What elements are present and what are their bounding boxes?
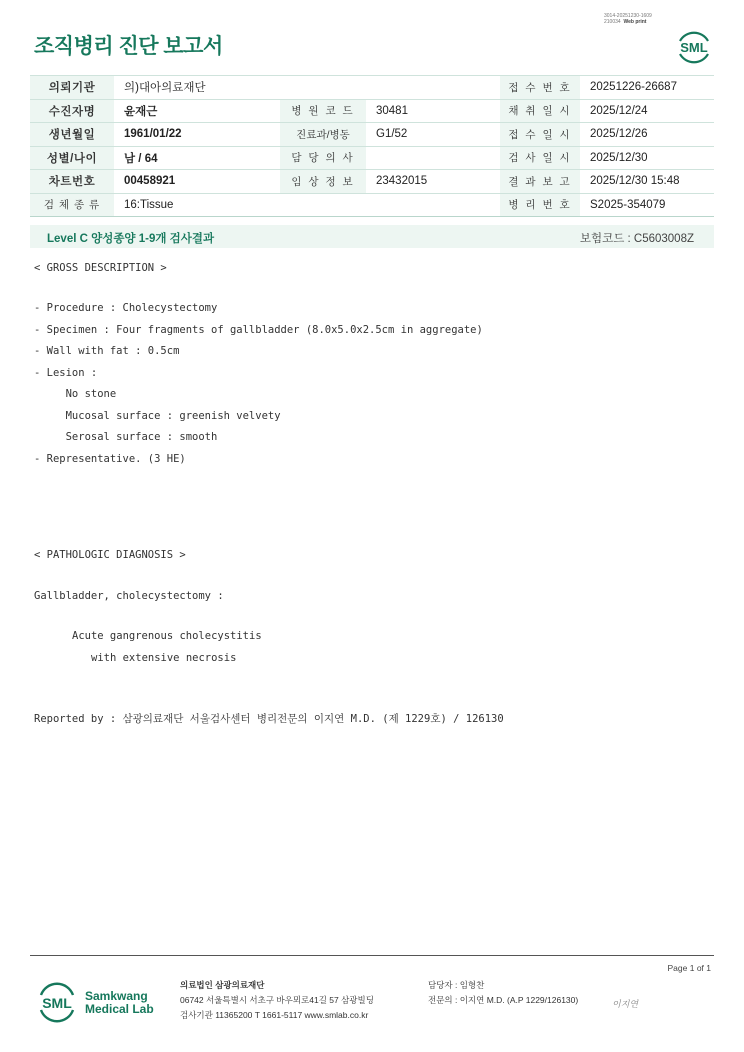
value-specimen-type: 16:Tissue bbox=[114, 193, 500, 217]
value-patient-name: 윤재근 bbox=[114, 99, 280, 123]
value-collection-date: 2025/12/24 bbox=[580, 99, 714, 123]
footer-contact: 검사기관 11365200 T 1661-5117 www.smlab.co.kr bbox=[180, 1010, 369, 1020]
diagnosis-line: with extensive necrosis bbox=[91, 652, 237, 664]
signature: 이지연 bbox=[612, 1000, 639, 1010]
value-hospital-code: 30481 bbox=[366, 99, 500, 123]
label-hospital-code: 병 원 코 드 bbox=[280, 99, 366, 123]
value-accession-no: 20251226-26687 bbox=[580, 76, 714, 100]
value-birth-date: 1961/01/22 bbox=[114, 123, 280, 147]
gross-line: No stone bbox=[34, 388, 117, 400]
gross-line: Serosal surface : smooth bbox=[34, 431, 218, 443]
gross-line: - Specimen : Four fragments of gallbladder (8.0x5.0x2.5cm in aggregate) bbox=[34, 324, 483, 336]
info-row bbox=[30, 146, 714, 170]
footer-staff-info bbox=[428, 978, 578, 1008]
info-row bbox=[30, 123, 714, 147]
print-id-line2 bbox=[604, 19, 652, 25]
label-result-report: 결 과 보 고 bbox=[500, 170, 580, 194]
page-number: Page 1 of 1 bbox=[667, 963, 711, 973]
value-sex-age: 남 / 64 bbox=[114, 146, 280, 170]
info-row bbox=[30, 99, 714, 123]
diagnosis-line: Acute gangrenous cholecystitis bbox=[72, 630, 262, 642]
result-level-label: Level C 양성종양 1-9개 검사결과 bbox=[47, 233, 215, 245]
brand-name bbox=[85, 990, 154, 1016]
value-chart-no: 00458921 bbox=[114, 170, 280, 194]
label-patient-name: 수진자명 bbox=[30, 99, 114, 123]
footer-org: 의료법인 삼광의료재단 bbox=[180, 980, 265, 990]
reported-by: Reported by : 삼광의료재단 서울검사센터 병리전문의 이지연 M.D. (제 1229호) / 126130 bbox=[34, 713, 504, 725]
info-row bbox=[30, 193, 714, 217]
value-received-date: 2025/12/26 bbox=[580, 123, 714, 147]
logo-text: SML bbox=[680, 40, 708, 55]
brand-line2: Medical Lab bbox=[85, 1002, 154, 1016]
footer-org-info bbox=[180, 978, 374, 1023]
label-test-date: 검 사 일 시 bbox=[500, 146, 580, 170]
print-id-code: 210034 bbox=[604, 19, 621, 25]
patient-info-table bbox=[30, 75, 714, 217]
label-sex-age: 성별/나이 bbox=[30, 146, 114, 170]
label-collection-date: 채 취 일 시 bbox=[500, 99, 580, 123]
footer-manager: 담당자 : 임형찬 bbox=[428, 980, 485, 990]
value-test-date: 2025/12/30 bbox=[580, 146, 714, 170]
result-bar bbox=[30, 225, 714, 248]
footer-address: 06742 서울특별시 서초구 바우뫼로41길 57 삼광빌딩 bbox=[180, 995, 374, 1005]
diagnosis-heading: < PATHOLOGIC DIAGNOSIS > bbox=[34, 549, 186, 561]
value-department-ward: G1/52 bbox=[366, 123, 500, 147]
value-physician bbox=[366, 146, 500, 170]
label-physician: 담 당 의 사 bbox=[280, 146, 366, 170]
page-title: 조직병리 진단 보고서 bbox=[34, 35, 223, 58]
label-clinical-info: 임 상 정 보 bbox=[280, 170, 366, 194]
gross-line: - Representative. (3 HE) bbox=[34, 453, 186, 465]
gross-heading: < GROSS DESCRIPTION > bbox=[34, 262, 167, 274]
gross-line: - Lesion : bbox=[34, 367, 98, 379]
label-received-date: 접 수 일 시 bbox=[500, 123, 580, 147]
sml-logo-icon bbox=[674, 27, 714, 67]
info-row bbox=[30, 76, 714, 100]
print-id bbox=[604, 13, 652, 25]
label-department-ward: 진료과/병동 bbox=[280, 123, 366, 147]
gross-line: - Procedure : Cholecystectomy bbox=[34, 302, 218, 314]
label-accession-no: 접 수 번 호 bbox=[500, 76, 580, 100]
label-pathology-no: 병 리 번 호 bbox=[500, 193, 580, 217]
gross-line: Mucosal surface : greenish velvety bbox=[34, 410, 281, 422]
label-chart-no: 차트번호 bbox=[30, 170, 114, 194]
insurance-code: 보험코드 : C5603008Z bbox=[579, 233, 694, 245]
print-id-line1: 3014-20251230-1609 bbox=[604, 13, 652, 19]
footer-divider bbox=[30, 955, 714, 956]
value-pathology-no: S2025-354079 bbox=[580, 193, 714, 217]
label-birth-date: 생년월일 bbox=[30, 123, 114, 147]
footer-specialist: 전문의 : 이지연 M.D. (A.P 1229/126130) bbox=[428, 995, 579, 1005]
brand-line1: Samkwang bbox=[85, 989, 148, 1003]
sml-logo-icon bbox=[37, 980, 77, 1025]
value-result-report: 2025/12/30 15:48 bbox=[580, 170, 714, 194]
label-requesting-org: 의뢰기관 bbox=[30, 76, 114, 100]
gross-line: - Wall with fat : 0.5cm bbox=[34, 345, 180, 357]
logo-text: SML bbox=[42, 995, 72, 1011]
diagnosis-site: Gallbladder, cholecystectomy : bbox=[34, 590, 224, 602]
value-requesting-org: 의)대아의료재단 bbox=[114, 76, 500, 100]
web-print-label: Web print bbox=[623, 19, 647, 25]
label-specimen-type: 검 체 종 류 bbox=[30, 193, 114, 217]
value-clinical-info: 23432015 bbox=[366, 170, 500, 194]
info-row bbox=[30, 170, 714, 194]
